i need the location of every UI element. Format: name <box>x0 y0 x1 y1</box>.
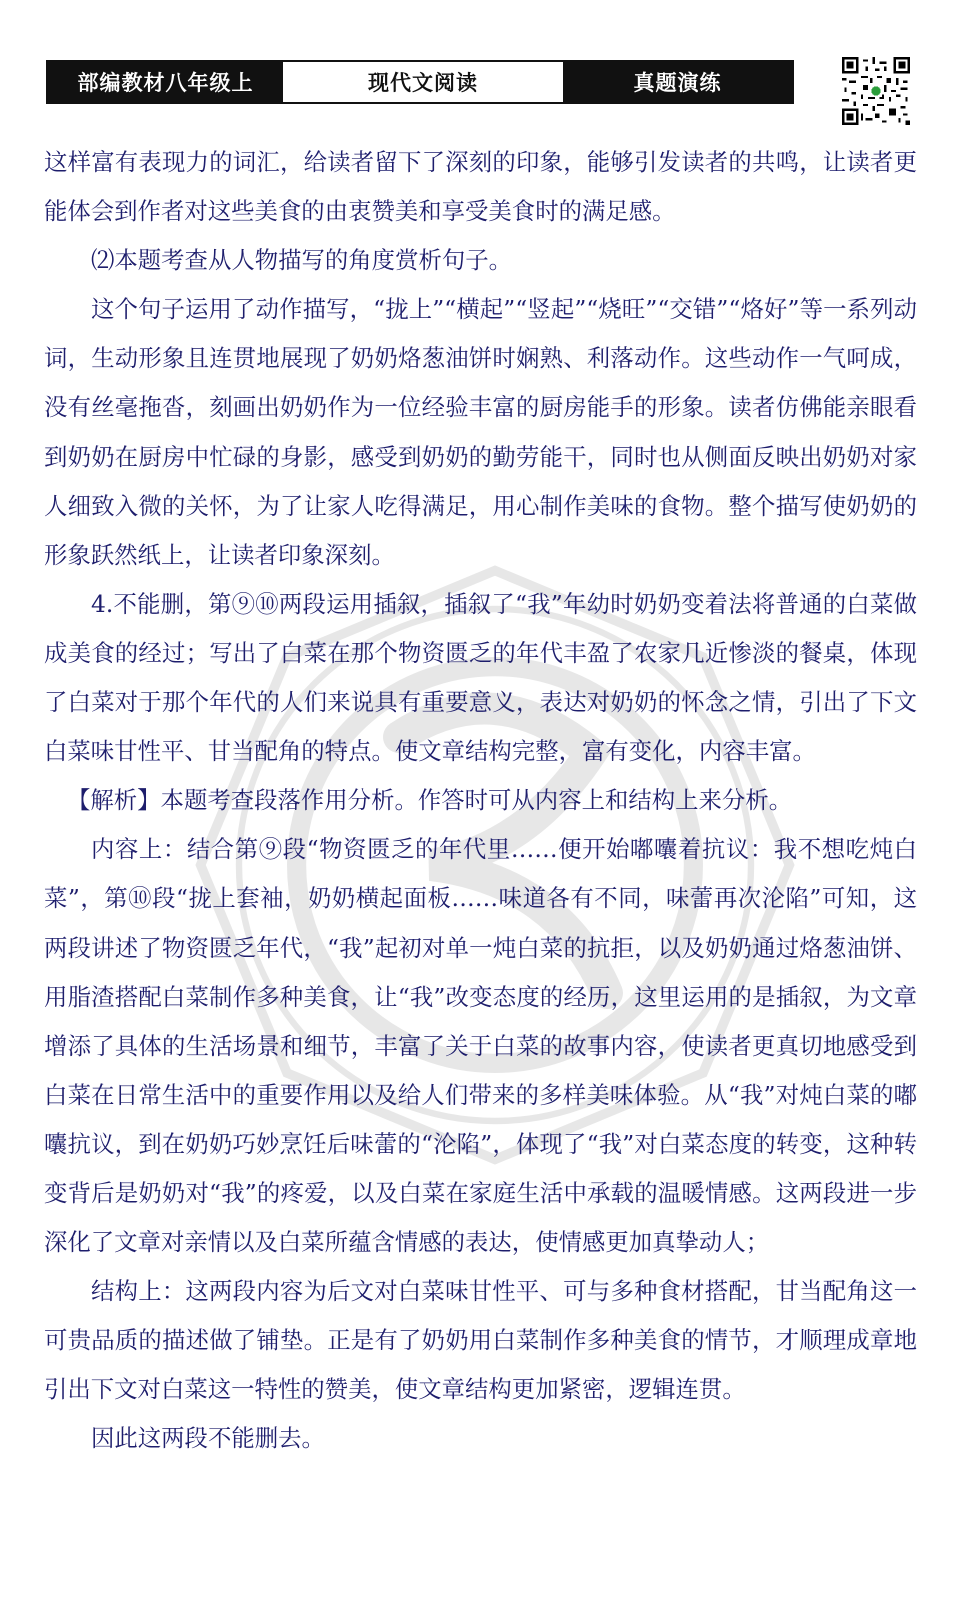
answer-content <box>44 138 917 1464</box>
header-subject-label: 现代文阅读 <box>283 62 563 102</box>
paragraph-content-analysis: 内容上：结合第⑨段“物资匮乏的年代里……便开始嘟囔着抗议：我不想吃炖白菜”，第⑩段“拢上套袖，奶奶横起面板……味道各有不同，味蕾再次沦陷”可知，这两段讲述了物资匮乏年代，“我”起初对单一炖白菜的抗拒，以及奶奶通过烙葱油饼、用脂渣搭配白菜制作多种美食，让“我”改变态度的经历，这里运用的是插叙，为文章增添了具体的生活场景和细节，丰富了关于白菜的故事内容，使读者更真切地感受到白菜在日常生活中的重要作用以及给人们带来的多样美味体验。从“我”对炖白菜的嘟囔抗议，到在奶奶巧妙烹饪后味蕾的“沦陷”，体现了“我”对白菜态度的转变，这种转变背后是奶奶对“我”的疼爱，以及白菜在家庭生活中承载的温暖情感。这两段进一步深化了文章对亲情以及白菜所蕴含情感的表达，使情感更加真挚动人； <box>44 835 917 1257</box>
qr-code-icon[interactable] <box>842 57 910 125</box>
paragraph-structure-analysis: 结构上：这两段内容为后文对白菜味甘性平、可与多种食材搭配，甘当配角这一可贵品质的描述做了铺垫。正是有了奶奶用白菜制作多种美食的情节，才顺理成章地引出下文对白菜这一特性的赞美，使文章结构更加紧密，逻辑连贯。 <box>44 1277 917 1404</box>
header-grade-label: 部编教材八年级上 <box>48 62 283 102</box>
paragraph-question-2: ⑵本题考查从人物描写的角度赏析句子。 <box>91 246 513 275</box>
paragraph-continuation: 这样富有表现力的词汇，给读者留下了深刻的印象，能够引发读者的共鸣，让读者更能体会到作者对这些美食的由衷赞美和享受美食时的满足感。 <box>44 148 917 226</box>
header-bar <box>46 60 794 104</box>
paragraph-jiexi: 【解析】本题考查段落作用分析。作答时可从内容上和结构上来分析。 <box>67 786 793 815</box>
paragraph-analysis-2: 这个句子运用了动作描写，“拢上”“横起”“竖起”“烧旺”“交错”“烙好”等一系列动词，生动形象且连贯地展现了奶奶烙葱油饼时娴熟、利落动作。这些动作一气呵成，没有丝毫拖沓，刻画出奶奶作为一位经验丰富的厨房能手的形象。读者仿佛能亲眼看到奶奶在厨房中忙碌的身影，感受到奶奶的勤劳能干，同时也从侧面反映出奶奶对家人细致入微的关怀，为了让家人吃得满足，用心制作美味的食物。整个描写使奶奶的形象跃然纸上，让读者印象深刻。 <box>44 295 917 569</box>
header-section-label: 真题演练 <box>563 62 792 102</box>
paragraph-conclusion: 因此这两段不能删去。 <box>91 1424 325 1453</box>
paragraph-answer-4: 4.不能删，第⑨⑩两段运用插叙，插叙了“我”年幼时奶奶变着法将普通的白菜做成美食的经过；写出了白菜在那个物资匮乏的年代丰盈了农家几近惨淡的餐桌，体现了白菜对于那个年代的人们来说具有重要意义，表达对奶奶的怀念之情，引出了下文白菜味甘性平、甘当配角的特点。使文章结构完整，富有变化，内容丰富。 <box>44 589 917 766</box>
